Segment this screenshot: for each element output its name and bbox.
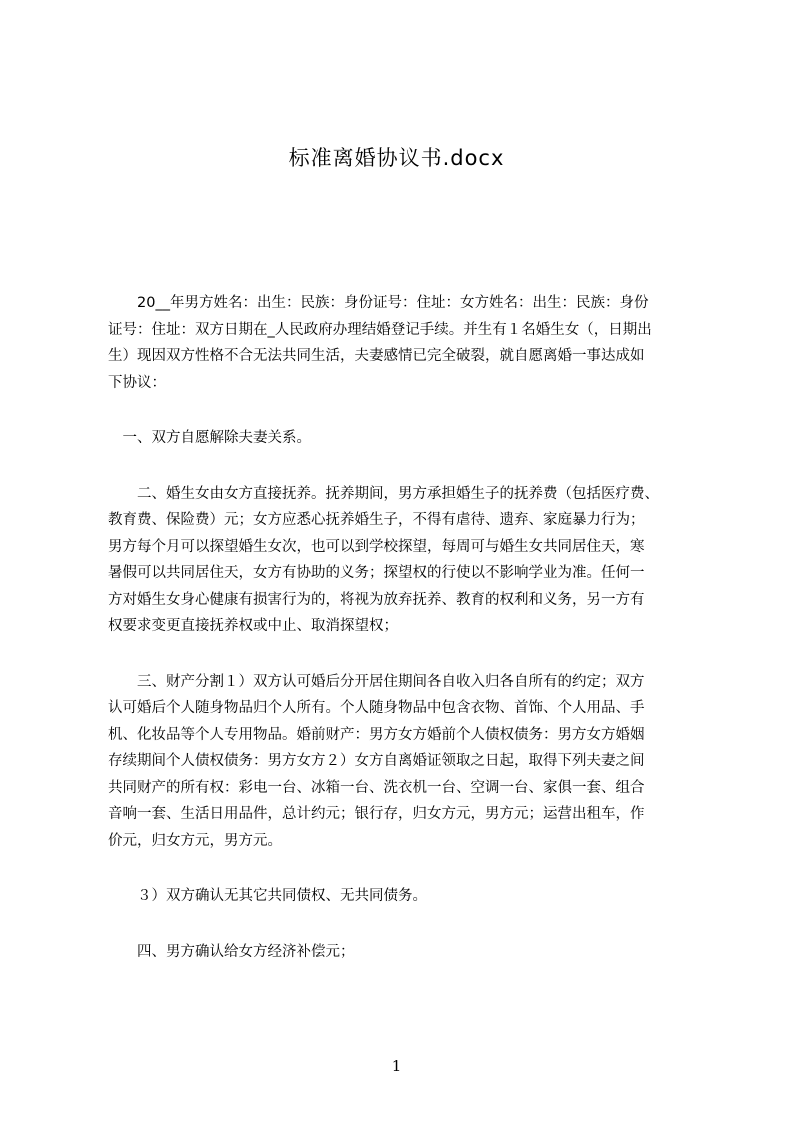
- text-line: 一、双方自愿解除夫妻关系。: [108, 430, 311, 446]
- text-line: 男方每个月可以探望婚生女次，也可以到学校探望，每周可与婚生女共同居住天，寒: [108, 538, 645, 555]
- text-line: 二、婚生女由女方直接抚养。抚养期间，男方承担婚生子的抚养费（包括医疗费、: [108, 485, 659, 502]
- text-line: 权要求变更直接抚养权或中止、取消探望权；: [108, 618, 398, 634]
- text-line: 四、男方确认给女方经济补偿元；: [108, 943, 355, 960]
- paragraph-clause-2: [108, 481, 698, 640]
- text-line: 共同财产的所有权：彩电一台、冰箱一台、洗衣机一台、空调一台、家俱一套、组合: [108, 779, 645, 796]
- text-line: ３）双方确认无其它共同债权、无共同债务。: [108, 888, 427, 904]
- text-line: 暑假可以共同居住天，女方有协助的义务；探望权的行使以不影响学业为准。任何一: [108, 565, 645, 581]
- text-line: 证号：住址：双方日期在_人民政府办理结婚登记手续。并生有１名婚生女（，日期出: [108, 321, 652, 338]
- text-line: 音响一套、生活日用品件，总计约元；银行存，归女方元，男方元；运营出租车，作: [108, 806, 645, 822]
- text-line: 下协议：: [108, 374, 166, 391]
- paragraph-clause-3b: [108, 883, 698, 910]
- page-number: 1: [391, 1057, 402, 1075]
- text-line: 教育费、保险费）元；女方应悉心抚养婚生子，不得有虐待、遗弃、家庭暴力行为；: [108, 512, 645, 528]
- text-line: 价元，归女方元，男方元。: [108, 832, 282, 849]
- document-body: [108, 290, 698, 965]
- text-line: 机、化妆品等个人专用物品。婚前财产：男方女方婚前个人债权债务：男方女方婚姻: [108, 726, 645, 743]
- text-line: 方对婚生女身心健康有损害行为的，将视为放弃抚养、教育的权利和义务，另一方有: [108, 591, 645, 608]
- document-title: 标准离婚协议书.docx: [288, 146, 505, 170]
- paragraph-clause-4: [108, 939, 698, 966]
- paragraph-clause-3: [108, 669, 698, 855]
- text-line: 认可婚后个人随身物品归个人所有。个人随身物品中包含衣物、首饰、个人用品、手: [108, 700, 645, 716]
- paragraph-clause-1: [108, 425, 698, 452]
- text-line: 生）现因双方性格不合无法共同生活，夫妻感情已完全破裂，就自愿离婚一事达成如: [108, 348, 645, 364]
- text-line: 20__年男方姓名：出生：民族：身份证号：住址：女方姓名：出生：民族：身份: [108, 295, 649, 311]
- paragraph-intro: [108, 290, 698, 396]
- text-line: 三、财产分割１）双方认可婚后分开居住期间各自收入归各自所有的约定；双方: [108, 673, 645, 690]
- text-line: 存续期间个人债权债务：男方女方２）女方自离婚证领取之日起，取得下列夫妻之间: [108, 753, 645, 769]
